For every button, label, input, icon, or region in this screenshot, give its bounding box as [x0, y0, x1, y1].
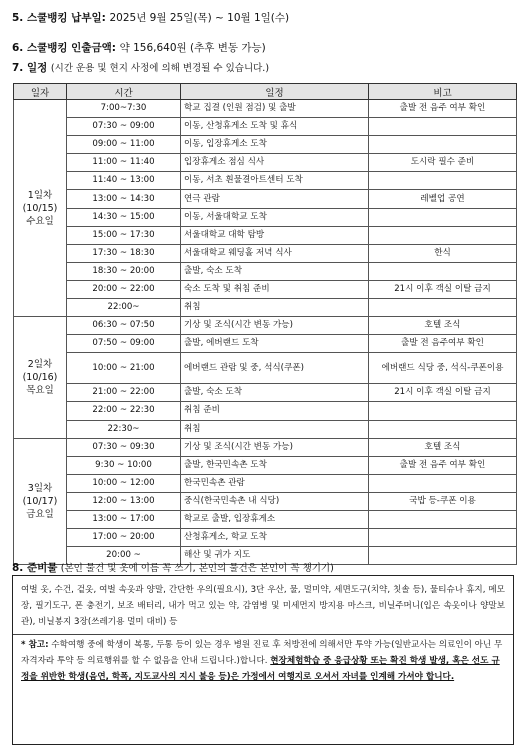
event-cell: 서울대학교 대학 탐방 — [181, 226, 369, 244]
note-cell: 출발 전 음주 여부 확인 — [369, 456, 517, 474]
table-row — [14, 510, 517, 528]
table-row — [14, 438, 517, 456]
table-row — [14, 100, 517, 118]
table-row — [14, 244, 517, 262]
note-cell — [369, 420, 517, 438]
table-row — [14, 420, 517, 438]
table-row — [14, 335, 517, 353]
event-cell: 에버랜드 관람 및 중, 석식(쿠폰) — [181, 353, 369, 384]
event-cell: 이동, 서초 흰물결아트센터 도착 — [181, 172, 369, 190]
event-cell: 기상 및 조식(시간 변동 가능) — [181, 317, 369, 335]
table-row — [14, 384, 517, 402]
supplies-list: 여벌 옷, 수건, 겉옷, 여벌 속옷과 양말, 간단한 우의(필요시), 3단 우산, 물, 멀미약, 세면도구(치약, 칫솔 등), 물티슈나 휴지, 메모장, 필기도구, 폰 충전기, 보조 배터리, 내가 먹고 있는 약, 감염병 및 미세먼지 방지용 마스크, 비닐주머니(입은 속옷이나 양말보관), 비닐봉지 3장(쓰레기용 멀미 대비) 등 — [21, 585, 505, 627]
time-cell: 13:00 ~ 17:00 — [67, 510, 181, 528]
note-cell: 국밥 등-쿠폰 이용 — [369, 492, 517, 510]
payment-deadline-label: 5. 스쿨뱅킹 납부일: — [12, 12, 106, 24]
schedule-body — [14, 100, 517, 565]
table-row — [14, 190, 517, 208]
event-cell: 숙소 도착 및 취침 준비 — [181, 280, 369, 298]
time-cell: 22:00~ — [67, 299, 181, 317]
time-cell: 17:30 ~ 18:30 — [67, 244, 181, 262]
reference-text: 수학여행 중에 학생이 복통, 두통 등이 있는 경우 병원 진료 후 처방전에 의해서만 투약 가능(일반교사는 의료인이 아닌 무자격자라 투약 등 의료행위를 할 수 없음을 안내 드립니다.)합니다. — [21, 640, 503, 666]
table-row — [14, 353, 517, 384]
supplies-box — [12, 575, 514, 745]
schedule-header-row — [14, 84, 517, 100]
time-cell: 06:30 ~ 07:50 — [67, 317, 181, 335]
note-cell: 호텔 조식 — [369, 438, 517, 456]
header-event: 일정 — [181, 84, 369, 100]
event-cell: 출발, 에버랜드 도착 — [181, 335, 369, 353]
table-row — [14, 299, 517, 317]
event-cell: 산청휴게소, 학교 도착 — [181, 529, 369, 547]
table-row — [14, 172, 517, 190]
time-cell: 20:00 ~ — [67, 547, 181, 565]
note-cell — [369, 172, 517, 190]
day-label-cell: 1일차 (10/15) 수요일 — [14, 100, 67, 317]
payment-deadline-line — [12, 10, 289, 25]
day-label-cell: 3일차 (10/17) 금요일 — [14, 438, 67, 565]
event-cell: 이동, 서울대학교 도착 — [181, 208, 369, 226]
table-row — [14, 474, 517, 492]
time-cell: 9:30 ~ 10:00 — [67, 456, 181, 474]
time-cell: 09:00 ~ 11:00 — [67, 136, 181, 154]
supplies-title-line — [12, 560, 334, 575]
time-cell: 22:00 ~ 22:30 — [67, 402, 181, 420]
time-cell: 7:00~7:30 — [67, 100, 181, 118]
note-cell — [369, 510, 517, 528]
table-row — [14, 208, 517, 226]
event-cell: 중식(한국민속촌 내 식당) — [181, 492, 369, 510]
table-row — [14, 492, 517, 510]
header-note: 비고 — [369, 84, 517, 100]
note-cell — [369, 547, 517, 565]
table-row — [14, 136, 517, 154]
table-row — [14, 154, 517, 172]
note-cell — [369, 136, 517, 154]
schedule-title-note: (시간 운용 및 현지 사정에 의해 변경될 수 있습니다.) — [50, 63, 270, 74]
note-cell: 호텔 조식 — [369, 317, 517, 335]
time-cell: 07:30 ~ 09:30 — [67, 438, 181, 456]
supplies-title: 8. 준비물 — [12, 562, 58, 574]
time-cell: 21:00 ~ 22:00 — [67, 384, 181, 402]
time-cell: 14:30 ~ 15:00 — [67, 208, 181, 226]
time-cell: 07:50 ~ 09:00 — [67, 335, 181, 353]
reference-emphasis: 현장체험학습 중 응급상황 또는 확진 학생 발생, 혹은 선도 규정을 위반한 학생(음연, 학폭, 지도교사의 지시 불응 등)은 가정에서 여행지로 오셔서 자녀를 인계해 가셔야 합니다. — [21, 656, 500, 682]
event-cell: 취침 준비 — [181, 402, 369, 420]
event-cell: 취침 — [181, 299, 369, 317]
note-cell — [369, 299, 517, 317]
reference-bullet: * 참고: — [21, 640, 49, 650]
time-cell: 11:40 ~ 13:00 — [67, 172, 181, 190]
header-time: 시간 — [67, 84, 181, 100]
note-cell — [369, 118, 517, 136]
note-cell — [369, 402, 517, 420]
event-cell: 이동, 입장휴게소 도착 — [181, 136, 369, 154]
table-row — [14, 280, 517, 298]
event-cell: 출발, 숙소 도착 — [181, 384, 369, 402]
schedule-title-line — [12, 60, 269, 75]
table-row — [14, 402, 517, 420]
event-cell: 출발, 한국민속촌 도착 — [181, 456, 369, 474]
note-cell — [369, 262, 517, 280]
payment-deadline-value: 2025년 9월 25일(목) ~ 10월 1일(수) — [109, 12, 290, 24]
note-cell: 에버랜드 식당 중, 석식-쿠폰이용 — [369, 353, 517, 384]
event-cell: 해산 및 귀가 지도 — [181, 547, 369, 565]
table-row — [14, 529, 517, 547]
table-row — [14, 118, 517, 136]
payment-amount-value: 약 156,640원 (추후 변동 가능) — [119, 42, 266, 54]
schedule-table — [13, 83, 517, 565]
event-cell: 서울대학교 웨딩홀 저녁 식사 — [181, 244, 369, 262]
event-cell: 학교로 출발, 입장휴게소 — [181, 510, 369, 528]
event-cell: 기상 및 조식(시간 변동 가능) — [181, 438, 369, 456]
reference-note — [13, 635, 513, 685]
note-cell — [369, 529, 517, 547]
note-cell: 21시 이후 객실 이탈 금지 — [369, 384, 517, 402]
table-row — [14, 262, 517, 280]
time-cell: 20:00 ~ 22:00 — [67, 280, 181, 298]
payment-amount-line — [12, 40, 266, 55]
event-cell: 연극 관람 — [181, 190, 369, 208]
header-date: 일자 — [14, 84, 67, 100]
time-cell: 22:30~ — [67, 420, 181, 438]
schedule-title: 7. 일정 — [12, 62, 48, 74]
table-row — [14, 317, 517, 335]
time-cell: 10:00 ~ 12:00 — [67, 474, 181, 492]
note-cell — [369, 474, 517, 492]
table-row — [14, 226, 517, 244]
time-cell: 10:00 ~ 21:00 — [67, 353, 181, 384]
time-cell: 17:00 ~ 20:00 — [67, 529, 181, 547]
note-cell: 출발 전 음주 여부 확인 — [369, 100, 517, 118]
note-cell: 도시락 필수 준비 — [369, 154, 517, 172]
event-cell: 한국민속촌 관람 — [181, 474, 369, 492]
time-cell: 15:00 ~ 17:30 — [67, 226, 181, 244]
event-cell: 취침 — [181, 420, 369, 438]
time-cell: 13:00 ~ 14:30 — [67, 190, 181, 208]
event-cell: 이동, 산청휴게소 도착 및 휴식 — [181, 118, 369, 136]
payment-amount-label: 6. 스쿨뱅킹 인출금액: — [12, 42, 116, 54]
time-cell: 11:00 ~ 11:40 — [67, 154, 181, 172]
event-cell: 학교 집결 (인원 점검) 및 출발 — [181, 100, 369, 118]
time-cell: 12:00 ~ 13:00 — [67, 492, 181, 510]
event-cell: 입장휴게소 점심 식사 — [181, 154, 369, 172]
time-cell: 07:30 ~ 09:00 — [67, 118, 181, 136]
note-cell: 출발 전 음주여부 확인 — [369, 335, 517, 353]
note-cell — [369, 226, 517, 244]
event-cell: 출발, 숙소 도착 — [181, 262, 369, 280]
day-label-cell: 2일차 (10/16) 목요일 — [14, 317, 67, 438]
note-cell — [369, 208, 517, 226]
time-cell: 18:30 ~ 20:00 — [67, 262, 181, 280]
note-cell: 한식 — [369, 244, 517, 262]
supplies-title-note: (본인 물건 및 옷에 이름 꼭 쓰기, 본인의 물건은 본인이 꼭 챙기기) — [60, 563, 334, 574]
note-cell: 레벨업 공연 — [369, 190, 517, 208]
table-row — [14, 456, 517, 474]
note-cell: 21시 이후 객실 이탈 금지 — [369, 280, 517, 298]
